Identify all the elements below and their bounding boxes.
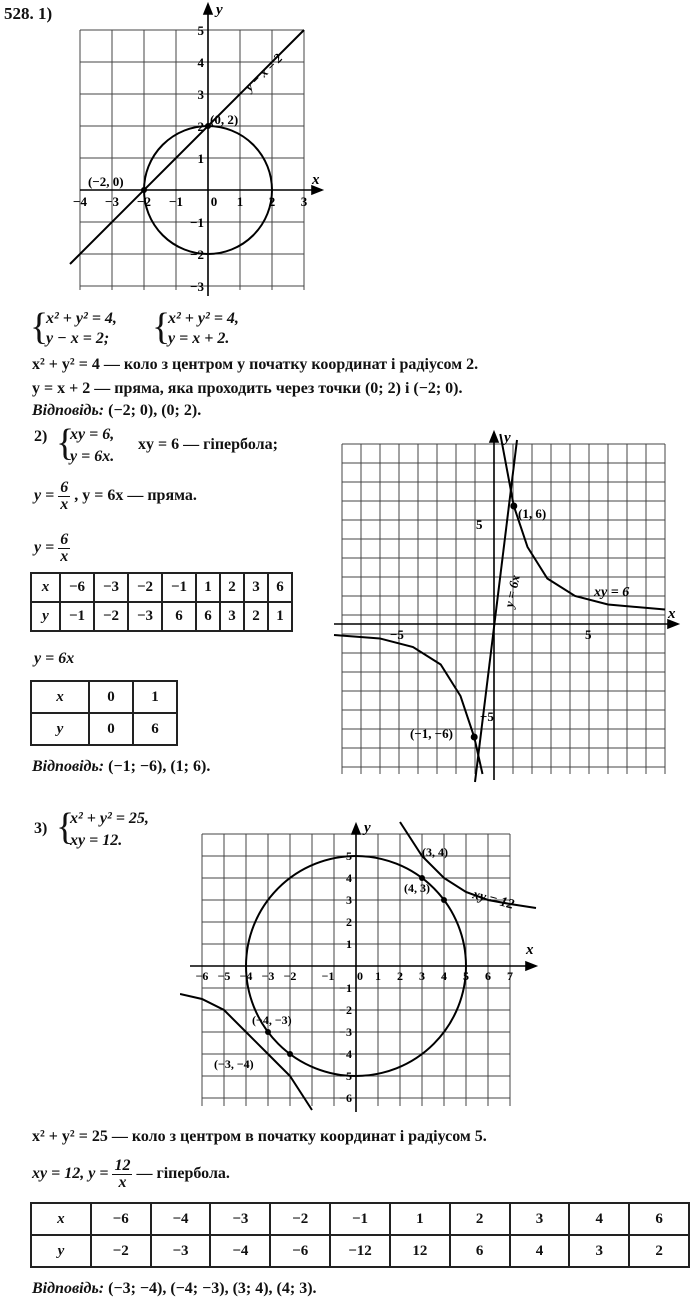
fraction: $\frac{12}{x}$ (114, 1157, 131, 1191)
table-cell: 6 (162, 602, 196, 631)
table-cell: 0 (89, 681, 133, 713)
part1-system-a-2: y − x = 2; (46, 330, 110, 347)
table1-title: y = $\frac{6}{x}$ (34, 531, 69, 565)
graph-1-y-label: y (216, 2, 223, 18)
graph-3-ytick: −6 (339, 1091, 352, 1105)
table-cell: 6 (629, 1203, 689, 1235)
table-cell: −12 (330, 1235, 390, 1267)
graph-3-xtick: 5 (463, 969, 469, 983)
graph-3-xtick: −3 (261, 969, 275, 983)
graph-2-point-b (471, 734, 478, 741)
graph-2-hyperbola-right (500, 434, 665, 610)
graph-1-xtick: −4 (73, 194, 87, 209)
table-cell: 6 (133, 713, 177, 745)
graph-1-ytick: −3 (190, 279, 204, 294)
table-cell: 12 (390, 1235, 450, 1267)
graph-1-ytick: −2 (190, 247, 204, 262)
graph-1-ytick: 5 (197, 23, 204, 38)
graph-2-x-label: x (668, 606, 676, 622)
table-values-3 (30, 1202, 690, 1268)
table-cell: 1 (268, 602, 292, 631)
table-cell: −3 (128, 602, 162, 631)
graph-3-point-b-label: (4, 3) (404, 881, 430, 895)
graph-3-xtick: −6 (195, 969, 209, 983)
table-cell: x (31, 573, 60, 602)
table-cell: −4 (210, 1235, 270, 1267)
graph-2-y-label: y (504, 430, 511, 446)
graph-3-point-d-label: (−3, −4) (214, 1057, 254, 1071)
table-cell: −1 (162, 573, 196, 602)
graph-1-point-a (141, 187, 147, 193)
graph-2-grid (342, 444, 665, 774)
graph-1 (60, 0, 330, 300)
part1-system-b-1: x² + y² = 4, (168, 310, 239, 327)
part2-label: 2) (34, 428, 48, 445)
graph-3-point-c (265, 1029, 271, 1035)
graph-3 (180, 820, 550, 1120)
graph-3-xtick: 7 (507, 969, 513, 983)
table-cell: −6 (270, 1235, 330, 1267)
system-brace: { (56, 422, 75, 464)
system-brace: { (56, 806, 75, 848)
graph-2-point-b-label: (−1, −6) (410, 726, 453, 741)
graph-2-curve-label: xy = 6 (594, 585, 630, 600)
table-row (31, 602, 292, 631)
table-cell: y (31, 602, 60, 631)
graph-1-xtick: 0 (210, 194, 218, 209)
table-cell: 6 (196, 602, 220, 631)
graph-1-ytick: 2 (197, 119, 204, 134)
part1-answer: Відповідь: (−2; 0), (0; 2). (32, 402, 202, 419)
graph-1-x-label: x (312, 172, 320, 188)
graph-3-point-b (441, 897, 447, 903)
table-cell: −2 (270, 1203, 330, 1235)
table-row (31, 681, 177, 713)
graph-1-xtick: −1 (169, 194, 183, 209)
part1-line-2: y = x + 2 — пряма, яка проходить через точки (0; 2) і (−2; 0). (32, 380, 463, 397)
graph-2-point-a (510, 503, 517, 510)
part2-equation: y = $\frac{6}{x}$ , y = 6x — пряма. (34, 479, 197, 513)
table-cell: −6 (91, 1203, 151, 1235)
graph-3-point-c-label: (−4, −3) (252, 1013, 292, 1027)
part2-system-1: xy = 6, (70, 426, 115, 443)
system-brace: { (30, 306, 49, 348)
table-row (31, 713, 177, 745)
table-cell: −2 (91, 1235, 151, 1267)
graph-1-point-b-label: (0, 2) (210, 112, 239, 127)
graph-3-ytick: 1 (346, 937, 352, 951)
table-cell: −3 (94, 573, 128, 602)
part3-label: 3) (34, 820, 48, 837)
table-cell: 6 (268, 573, 292, 602)
table-cell: 3 (244, 573, 268, 602)
table-cell: −4 (151, 1203, 211, 1235)
graph-1-ytick: 3 (197, 87, 204, 102)
graph-1-xtick: −3 (105, 194, 119, 209)
part1-line-1: x² + y² = 4 — коло з центром у початку координат і радіусом 2. (32, 356, 479, 373)
graph-3-ytick: −5 (339, 1069, 352, 1083)
part1-system-a-1: x² + y² = 4, (46, 310, 117, 327)
table-cell: 4 (510, 1235, 570, 1267)
fraction: $\frac{6}{x}$ (60, 531, 69, 565)
table-cell: 2 (629, 1235, 689, 1267)
table-row (31, 1203, 689, 1235)
graph-1-point-a-label: (−2, 0) (88, 174, 124, 189)
table-cell: −6 (60, 573, 94, 602)
table-cell: −2 (94, 602, 128, 631)
table-row (31, 573, 292, 602)
graph-1-ytick: −1 (190, 215, 204, 230)
graph-3-xtick: 3 (419, 969, 425, 983)
graph-3-xtick: 4 (441, 969, 447, 983)
graph-3-point-d (287, 1051, 293, 1057)
graph-2 (330, 428, 686, 784)
table-cell: y (31, 713, 89, 745)
graph-1-ytick: 4 (197, 55, 204, 70)
table-row (31, 1235, 689, 1267)
graph-3-point-a-label: (3, 4) (422, 845, 448, 859)
table-cell: −1 (60, 602, 94, 631)
graph-3-ytick: −4 (339, 1047, 352, 1061)
graph-3-xtick: 6 (485, 969, 491, 983)
graph-3-ytick: 5 (346, 849, 352, 863)
table-cell: 1 (133, 681, 177, 713)
part2-answer: Відповідь: (−1; −6), (1; 6). (32, 758, 211, 775)
graph-3-xtick: −2 (283, 969, 297, 983)
graph-2-line-label: y = 6x (501, 573, 523, 609)
table-cell: 2 (450, 1203, 510, 1235)
graph-2-ytick: −5 (480, 709, 494, 724)
table-cell: x (31, 1203, 91, 1235)
graph-3-xtick: −5 (217, 969, 231, 983)
table-cell: y (31, 1235, 91, 1267)
graph-1-ytick: 1 (197, 151, 204, 166)
table-cell: 1 (390, 1203, 450, 1235)
graph-3-ytick: 4 (346, 871, 352, 885)
table-cell: 3 (220, 602, 244, 631)
table-cell: 3 (569, 1235, 629, 1267)
graph-2-point-a-label: (1, 6) (518, 506, 547, 521)
part2-system-note: xy = 6 — гіпербола; (138, 436, 278, 453)
table-cell: −1 (330, 1203, 390, 1235)
table-cell: 6 (450, 1235, 510, 1267)
graph-3-xtick: 1 (375, 969, 381, 983)
part3-system-1: x² + y² = 25, (70, 810, 149, 827)
part2-system-2: y = 6x. (70, 448, 115, 465)
graph-3-ytick: −3 (339, 1025, 352, 1039)
table-cell: −3 (210, 1203, 270, 1235)
graph-3-hyperbola-right (400, 822, 536, 908)
table-cell: x (31, 681, 89, 713)
graph-1-xtick: 3 (300, 194, 308, 209)
graph-3-xtick: 2 (397, 969, 403, 983)
graph-3-curve-label: xy = 12 (470, 887, 516, 913)
graph-1-xtick: 1 (236, 194, 244, 209)
table-values-1 (30, 572, 293, 632)
graph-3-ytick: 2 (346, 915, 352, 929)
table-cell: 2 (244, 602, 268, 631)
graph-1-line-label: y − x = 2 (241, 50, 286, 95)
part3-system-2: xy = 12. (70, 832, 123, 849)
table-cell: −2 (128, 573, 162, 602)
part3-line-2: xy = 12, y = $\frac{12}{x}$ — гіпербола. (32, 1157, 230, 1191)
graph-2-line (475, 440, 517, 782)
graph-3-ytick: −1 (339, 981, 352, 995)
graph-3-x-label: x (526, 942, 534, 958)
table-values-2 (30, 680, 178, 746)
table-cell: −3 (151, 1235, 211, 1267)
system-brace: { (152, 306, 171, 348)
table-cell: 3 (510, 1203, 570, 1235)
graph-3-xtick: −4 (239, 969, 253, 983)
graph-1-xtick: −2 (137, 194, 151, 209)
table-cell: 1 (196, 573, 220, 602)
graph-3-xtick: −1 (321, 969, 335, 983)
part3-answer: Відповідь: (−3; −4), (−4; −3), (3; 4), (4; 3). (32, 1280, 317, 1297)
graph-3-ytick: 3 (346, 893, 352, 907)
fraction: $\frac{6}{x}$ (60, 479, 69, 513)
problem-number: 528. 1) (4, 4, 53, 23)
table2-title: y = 6x (34, 650, 75, 667)
graph-3-y-label: y (364, 820, 371, 836)
graph-1-xtick: 2 (268, 194, 276, 209)
part3-line-1: x² + y² = 25 — коло з центром в початку координат і радіусом 5. (32, 1128, 487, 1145)
part1-system-b-2: y = x + 2. (168, 330, 230, 347)
graph-3-ytick: −2 (339, 1003, 352, 1017)
graph-3-xtick: 0 (357, 969, 363, 983)
graph-2-xtick: −5 (390, 627, 404, 642)
table-cell: 2 (220, 573, 244, 602)
table-cell: 4 (569, 1203, 629, 1235)
graph-2-hyperbola-left (334, 635, 483, 774)
graph-2-ytick: 5 (476, 517, 483, 532)
table-cell: 0 (89, 713, 133, 745)
graph-2-xtick: 5 (585, 627, 592, 642)
